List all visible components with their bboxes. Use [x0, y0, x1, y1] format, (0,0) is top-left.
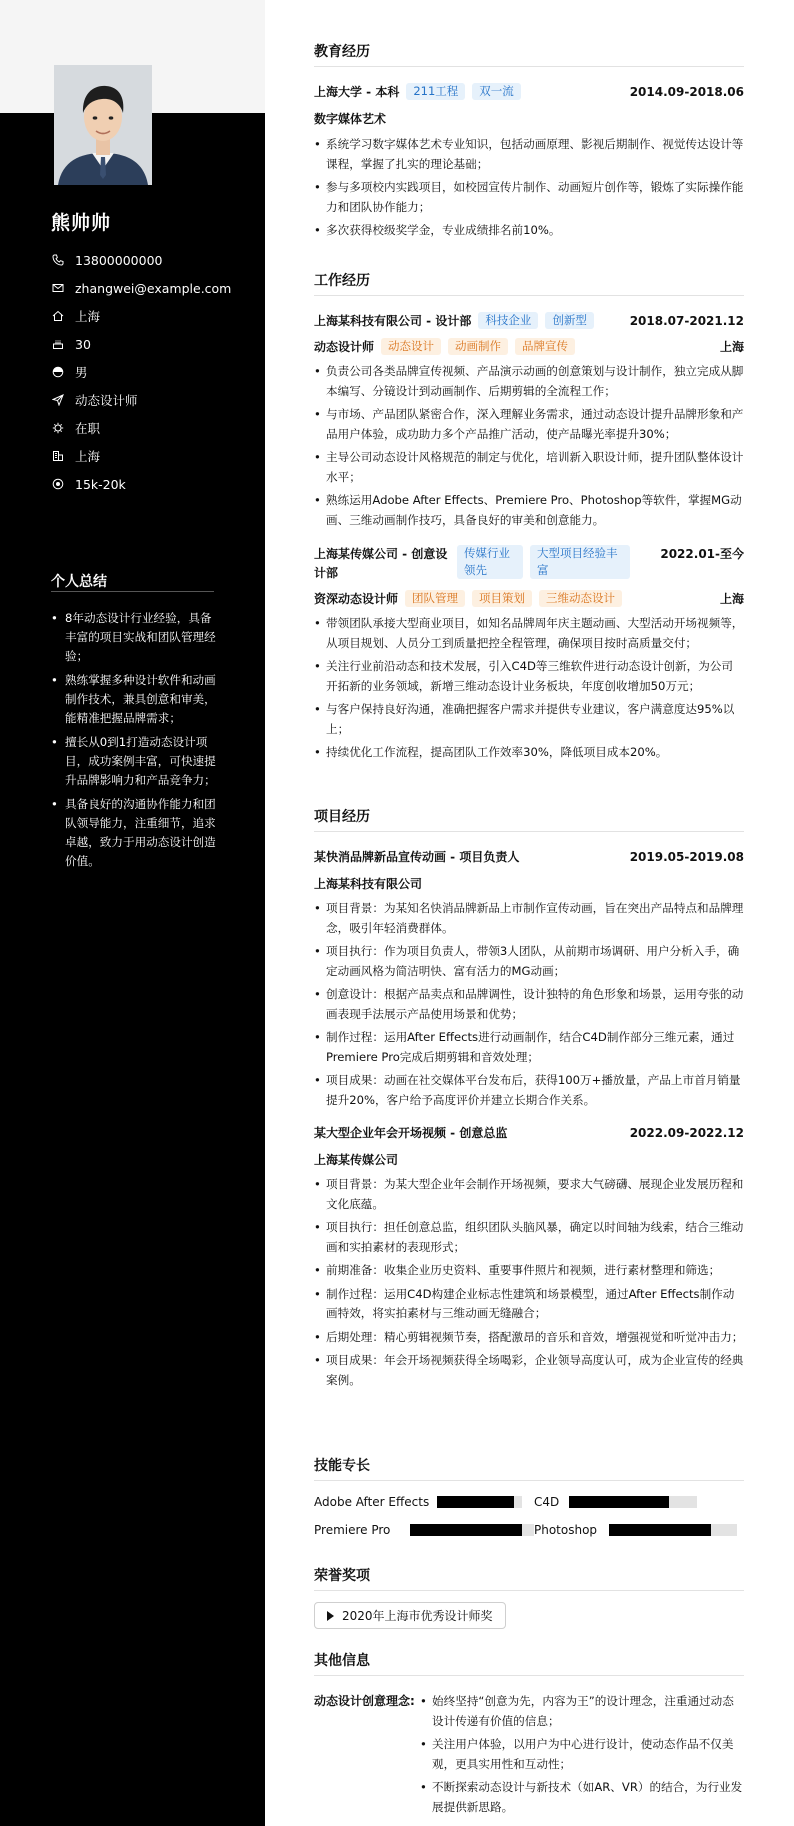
info-email-text: zhangwei@example.com — [75, 280, 232, 296]
project-details-list — [314, 899, 744, 1110]
company-tag: 大型项目经验丰富 — [530, 545, 630, 579]
skills-section — [314, 1455, 744, 1537]
other-row — [314, 1688, 744, 1817]
job-duties-list — [314, 362, 744, 530]
other-heading: 其他信息 — [314, 1650, 744, 1676]
sidebar — [0, 0, 265, 1826]
project-org: 上海某传媒公司 — [314, 1153, 399, 1167]
skill-name: Premiere Pro — [314, 1523, 391, 1537]
summary-divider — [51, 591, 214, 592]
job-role: 动态设计师 — [314, 340, 375, 354]
info-job-title-text: 动态设计师 — [75, 393, 138, 408]
summary-item: • 具备良好的沟通协作能力和团队领导能力，注重细节，追求卓越，致力于用动态设计创造价值。 — [51, 795, 221, 871]
info-phone — [51, 246, 231, 274]
job-date: 2018.07-2021.12 — [629, 314, 744, 328]
job-header-row — [314, 545, 744, 583]
summary-item: • 擅长从0到1打造动态设计项目，成功案例丰富，可快速提升品牌影响力和产品竞争力； — [51, 733, 221, 790]
honors-heading: 荣誉奖项 — [314, 1565, 744, 1591]
skill-item — [314, 1495, 534, 1509]
role-tag: 团队管理 — [405, 590, 465, 607]
award-badge — [314, 1602, 506, 1629]
skill-bar-fill — [569, 1496, 669, 1508]
job-role-row — [314, 590, 744, 609]
project-details-list — [314, 1175, 744, 1390]
job-duty: • 熟练运用Adobe After Effects、Premiere Pro、Photoshop等软件，掌握MG动画、三维动画制作技巧，具备良好的审美和创意能力。 — [314, 491, 744, 530]
other-item: • 关注用户体验，以用户为中心进行设计，使动态作品不仅美观，更具实用性和互动性； — [420, 1735, 744, 1774]
info-phone-text: 13800000000 — [75, 252, 163, 268]
info-location — [51, 302, 231, 330]
info-status-text: 在职 — [75, 421, 101, 436]
skill-bar-fill — [609, 1524, 711, 1536]
other-list — [420, 1688, 744, 1817]
project-detail: • 项目背景：为某大型企业年会制作开场视频，要求大气磅礴、展现企业发展历程和文化底蕴。 — [314, 1175, 744, 1214]
job-duty: • 负责公司各类品牌宣传视频、产品演示动画的创意策划与设计制作，独立完成从脚本编写、分镜设计到动画制作、后期剪辑的全流程工作； — [314, 362, 744, 401]
skills-grid — [314, 1495, 744, 1537]
job-role-row — [314, 338, 744, 357]
skill-item — [534, 1523, 744, 1537]
project-name: 某快消品牌新品宣传动画 - 项目负责人 — [314, 850, 520, 864]
company-tag: 创新型 — [545, 312, 594, 329]
info-location-text: 上海 — [75, 309, 101, 324]
phone-icon — [51, 253, 65, 267]
job-city: 上海 — [719, 592, 744, 606]
job-duty: • 主导公司动态设计风格规范的制定与优化，培训新入职设计师，提升团队整体设计水平； — [314, 448, 744, 487]
school-name: 上海大学 - 本科 — [314, 85, 400, 99]
summary-heading: 个人总结 — [51, 574, 107, 590]
info-salary-text: 15k-20k — [75, 476, 126, 492]
status-icon — [51, 421, 65, 435]
skills-heading: 技能专长 — [314, 1455, 744, 1481]
summary-item: • 8年动态设计行业经验，具备丰富的项目实战和团队管理经验； — [51, 609, 221, 666]
skill-bar-fill — [437, 1496, 514, 1508]
project-detail: • 前期准备：收集企业历史资料、重要事件照片和视频，进行素材整理和筛选； — [314, 1261, 744, 1281]
education-list — [314, 135, 744, 241]
job-duty: • 与客户保持良好沟通，准确把握客户需求并提供专业建议，客户满意度达95%以上； — [314, 700, 744, 739]
gender-icon — [51, 365, 65, 379]
other-section — [314, 1650, 744, 1817]
skill-item — [314, 1523, 534, 1537]
project-detail: • 制作过程：运用C4D构建企业标志性建筑和场景模型，通过After Effects制作动画特效，将实拍素材与三维动画无缝融合； — [314, 1285, 744, 1324]
other-item: • 不断探索动态设计与新技术（如AR、VR）的结合，为行业发展提供新思路。 — [420, 1778, 744, 1817]
info-status — [51, 414, 231, 442]
info-salary — [51, 470, 231, 498]
role-tag: 项目策划 — [472, 590, 532, 607]
job-header-row — [314, 312, 744, 331]
role-tag: 动画制作 — [448, 338, 508, 355]
school-tag: 211工程 — [406, 83, 465, 100]
info-work-city — [51, 442, 231, 470]
education-item: • 参与多项校内实践项目，如校园宣传片制作、动画短片创作等，锻炼了实际操作能力和团队协作能力； — [314, 178, 744, 217]
project-header-row — [314, 848, 744, 867]
play-icon — [327, 1611, 334, 1621]
project-detail: • 项目执行：担任创意总监，组织团队头脑风暴，确定以时间轴为线索，结合三维动画和实拍素材的表现形式； — [314, 1218, 744, 1257]
skill-name: C4D — [534, 1495, 560, 1509]
role-tag: 品牌宣传 — [515, 338, 575, 355]
job-role: 资深动态设计师 — [314, 592, 399, 606]
education-section — [314, 41, 744, 241]
school-tag: 双一流 — [472, 83, 521, 100]
job-company: 上海某科技有限公司 - 设计部 — [314, 314, 472, 328]
job-date: 2022.01-至今 — [660, 547, 744, 561]
company-tag: 传媒行业领先 — [457, 545, 523, 579]
project-detail: • 创意设计：根据产品卖点和品牌调性，设计独特的角色形象和场景，运用夸张的动画表现手法展示产品使用场景和优势； — [314, 985, 744, 1024]
project-org: 上海某科技有限公司 — [314, 877, 423, 891]
project-detail: • 后期处理：精心剪辑视频节奏，搭配激昂的音乐和音效，增强视觉和听觉冲击力； — [314, 1328, 744, 1348]
work-heading: 工作经历 — [314, 270, 744, 296]
candidate-name: 熊帅帅 — [51, 212, 112, 234]
project-detail: • 项目成果：年会开场视频获得全场喝彩，企业领导高度认可，成为企业宣传的经典案例。 — [314, 1351, 744, 1390]
education-heading: 教育经历 — [314, 41, 744, 67]
job-duty: • 与市场、产品团队紧密合作，深入理解业务需求，通过动态设计提升品牌形象和产品用户体验，成功助力多个产品推广活动，使产品曝光率提升30%； — [314, 405, 744, 444]
education-date: 2014.09-2018.06 — [629, 85, 744, 99]
info-job-title — [51, 386, 231, 414]
other-item: • 始终坚持“创意为先，内容为王”的设计理念，注重通过动态设计传递有价值的信息； — [420, 1692, 744, 1731]
project-detail: • 项目成果：动画在社交媒体平台发布后，获得100万+播放量，产品上市首月销量提升20%，客户给予高度评价并建立长期合作关系。 — [314, 1071, 744, 1110]
info-age-text: 30 — [75, 336, 91, 352]
skill-bar — [609, 1524, 737, 1536]
job-duty: • 持续优化工作流程，提高团队工作效率30%，降低项目成本20%。 — [314, 743, 744, 763]
project-detail: • 制作过程：运用After Effects进行动画制作，结合C4D制作部分三维元素，通过Premiere Pro完成后期剪辑和音效处理； — [314, 1028, 744, 1067]
salary-icon — [51, 477, 65, 491]
cake-icon — [51, 337, 65, 351]
education-item: • 多次获得校级奖学金，专业成绩排名前10%。 — [314, 221, 744, 241]
projects-section — [314, 806, 744, 1390]
job-company: 上海某传媒公司 - 创意设计部 — [314, 547, 448, 580]
major: 数字媒体艺术 — [314, 112, 387, 126]
job-duties-list — [314, 614, 744, 763]
role-tag: 动态设计 — [381, 338, 441, 355]
project-name: 某大型企业年会开场视频 - 创意总监 — [314, 1126, 508, 1140]
send-icon — [51, 393, 65, 407]
project-date: 2019.05-2019.08 — [629, 850, 744, 864]
skill-item — [534, 1495, 744, 1509]
skill-bar — [437, 1496, 522, 1508]
skill-bar — [410, 1524, 534, 1536]
info-gender-text: 男 — [75, 365, 88, 380]
contact-info-list — [51, 246, 231, 498]
skill-bar-fill — [410, 1524, 521, 1536]
project-detail: • 项目执行：作为项目负责人，带领3人团队，从前期市场调研、用户分析入手，确定动画风格为简洁明快、富有活力的MG动画； — [314, 942, 744, 981]
role-tag: 三维动态设计 — [539, 590, 622, 607]
avatar — [54, 65, 152, 185]
info-gender — [51, 358, 231, 386]
project-header-row — [314, 1124, 744, 1143]
mail-icon — [51, 281, 65, 295]
job-duty: • 关注行业前沿动态和技术发展，引入C4D等三维软件进行动态设计创新，为公司开拓新的业务领域，新增三维动态设计业务板块，年度创收增加50万元； — [314, 657, 744, 696]
education-item: • 系统学习数字媒体艺术专业知识，包括动画原理、影视后期制作、视觉传达设计等课程，掌握了扎实的理论基础； — [314, 135, 744, 174]
job-city: 上海 — [719, 340, 744, 354]
honors-section — [314, 1565, 744, 1629]
project-date: 2022.09-2022.12 — [629, 1126, 744, 1140]
info-work-city-text: 上海 — [75, 449, 101, 464]
skill-bar — [569, 1496, 697, 1508]
summary-list — [51, 609, 221, 876]
projects-heading: 项目经历 — [314, 806, 744, 832]
skill-name: Photoshop — [534, 1523, 598, 1537]
company-tag: 科技企业 — [478, 312, 538, 329]
work-section — [314, 270, 744, 763]
building-icon — [51, 449, 65, 463]
award-text: 2020年上海市优秀设计师奖 — [342, 1609, 493, 1623]
other-key: 动态设计创意理念: — [314, 1694, 415, 1708]
education-header-row — [314, 83, 744, 102]
info-age — [51, 330, 231, 358]
project-detail: • 项目背景：为某知名快消品牌新品上市制作宣传动画，旨在突出产品特点和品牌理念，吸引年轻消费群体。 — [314, 899, 744, 938]
info-email — [51, 274, 231, 302]
home-icon — [51, 309, 65, 323]
skill-name: Adobe After Effects — [314, 1495, 430, 1509]
summary-item: • 熟练掌握多种设计软件和动画制作技术，兼具创意和审美，能精准把握品牌需求； — [51, 671, 221, 728]
job-duty: • 带领团队承接大型商业项目，如知名品牌周年庆主题动画、大型活动开场视频等，从项目规划、人员分工到质量把控全程管理，确保项目按时高质量交付； — [314, 614, 744, 653]
